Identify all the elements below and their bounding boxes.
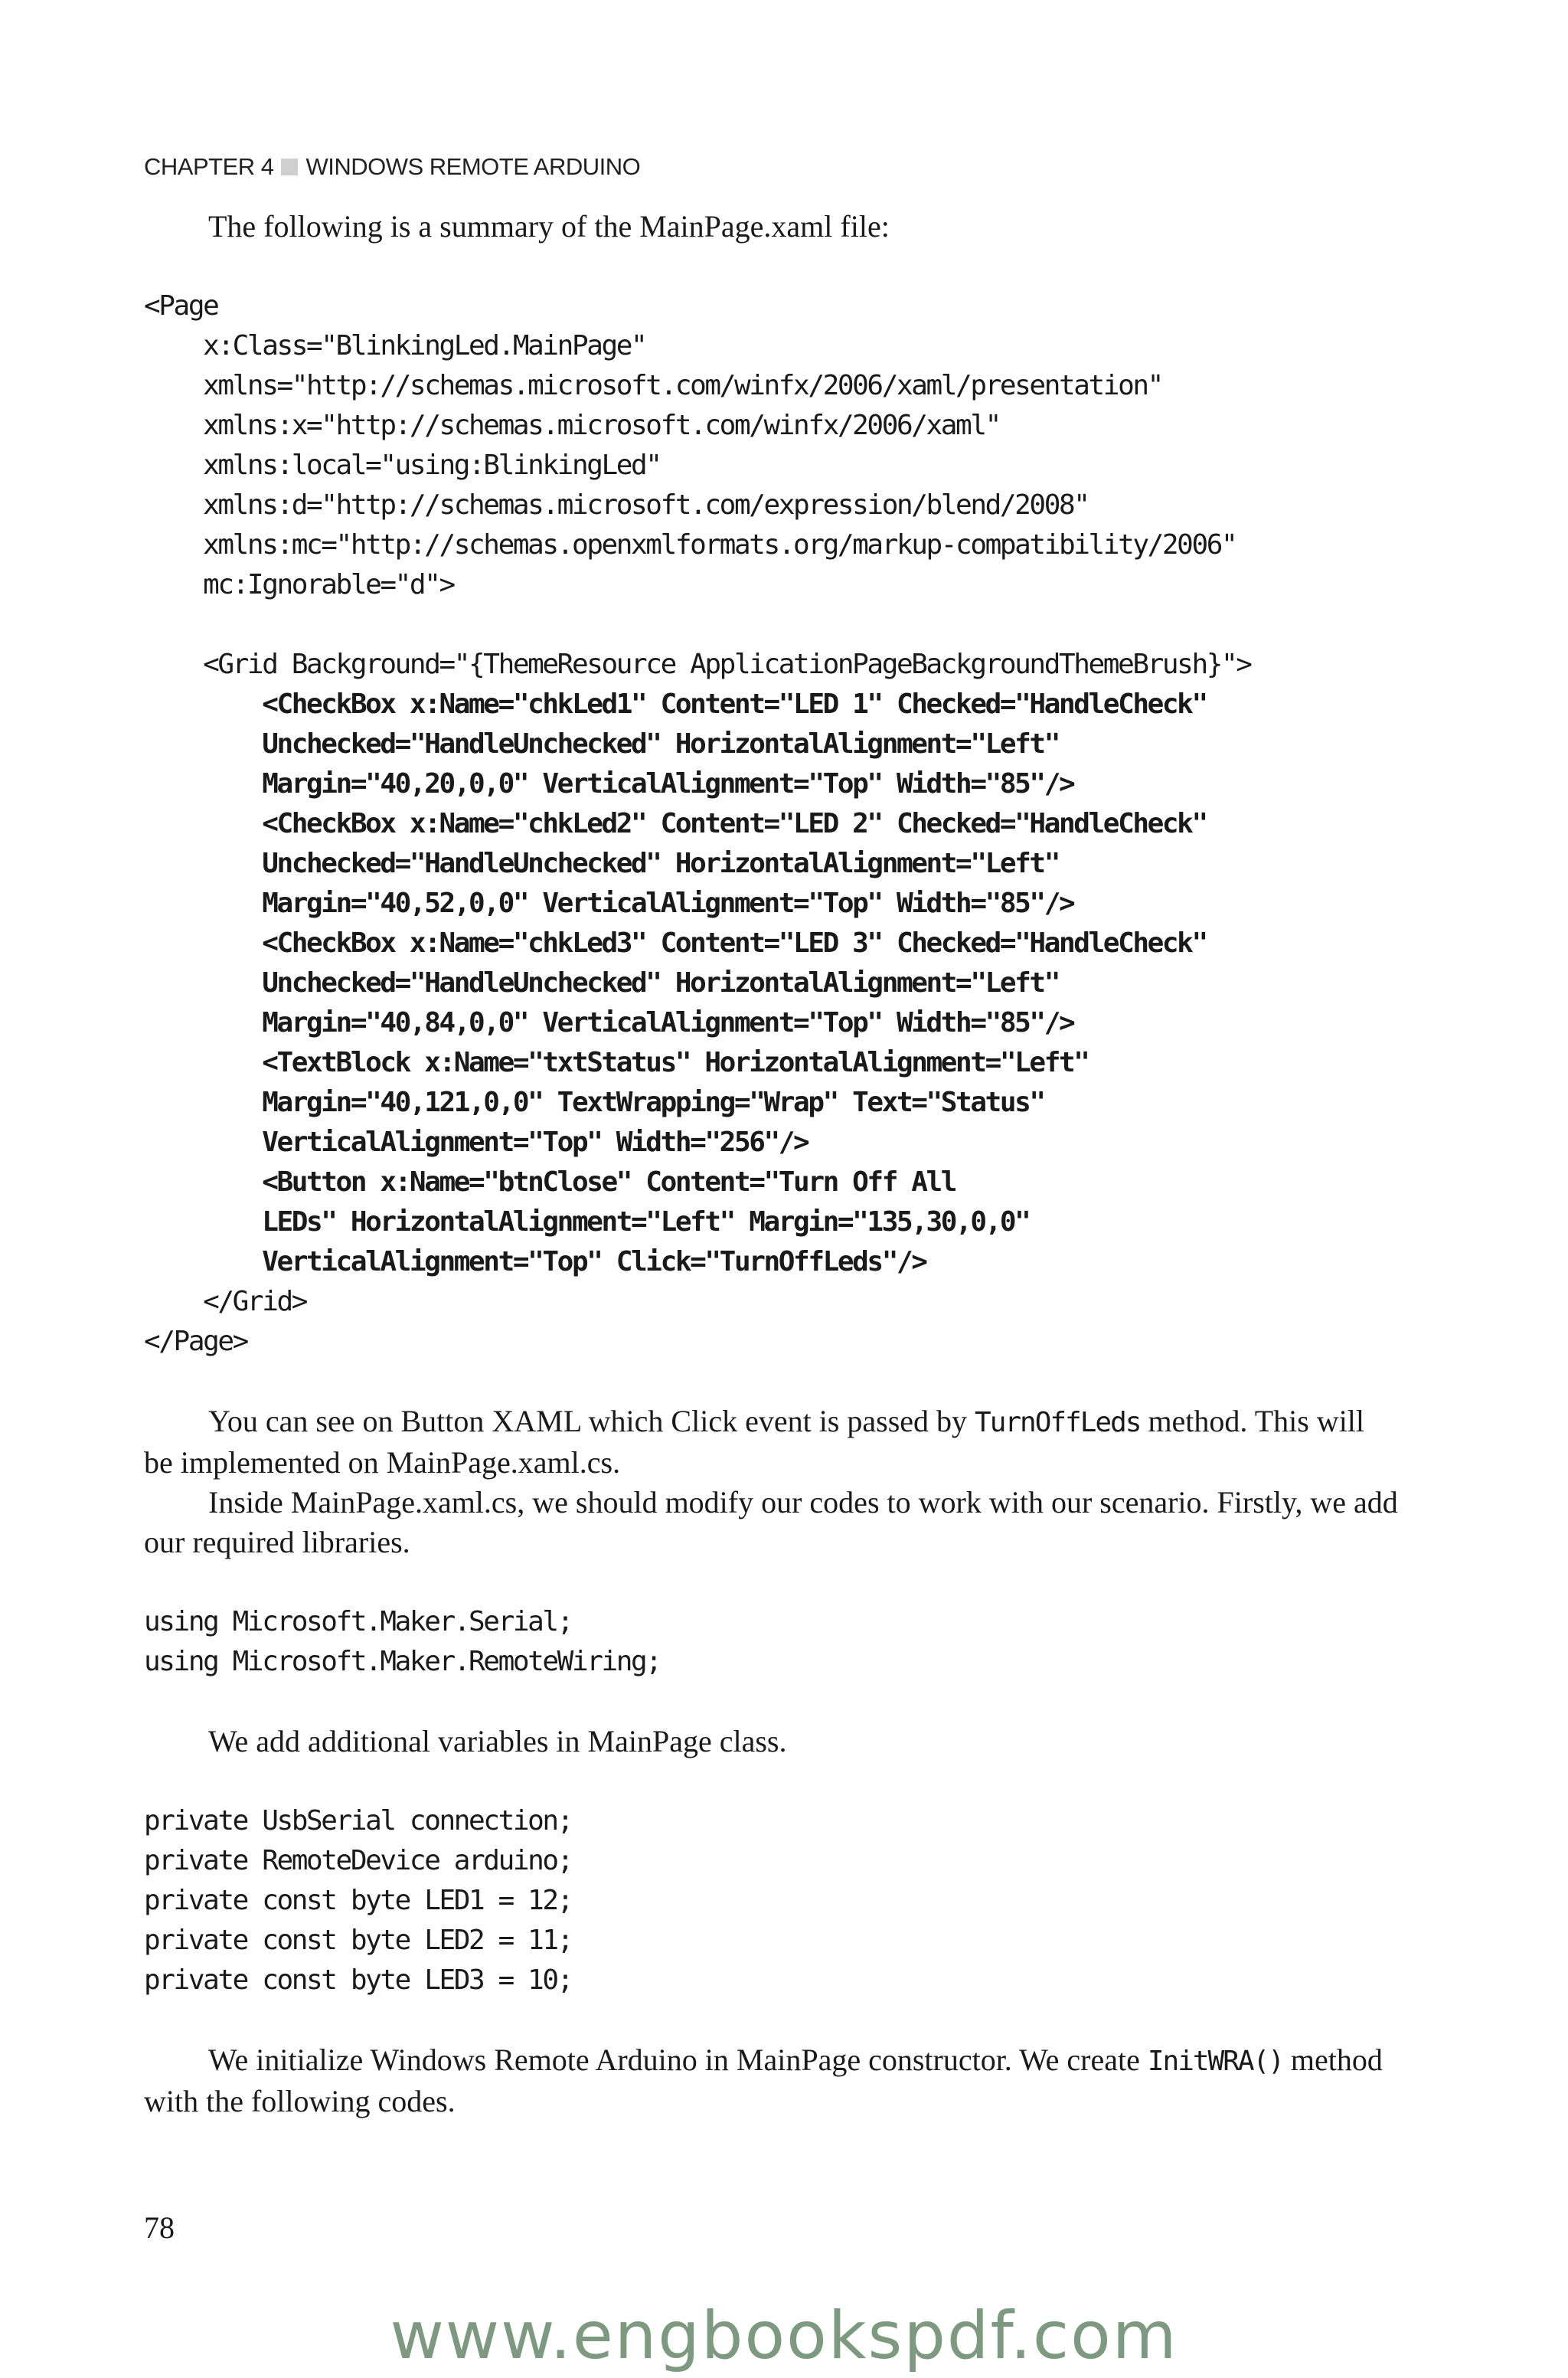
body-paragraph-1: You can see on Button XAML which Click event is passed by TurnOffLeds method. This will be implemented on MainPage.xaml.cs. — [144, 1404, 1365, 1480]
code-line: <Page — [144, 290, 218, 322]
code-line: private RemoteDevice arduino; — [144, 1845, 572, 1876]
code-line: using Microsoft.Maker.Serial; — [144, 1606, 572, 1637]
code-line-bold: Unchecked="HandleUnchecked" HorizontalAlignment="Left" — [144, 728, 1059, 760]
code-line: private const byte LED1 = 12; — [144, 1885, 572, 1916]
code-line-bold: VerticalAlignment="Top" Width="256"/> — [144, 1127, 808, 1158]
separator-square-icon — [281, 159, 298, 175]
body-paragraph-4: We initialize Windows Remote Arduino in MainPage constructor. We create InitWRA() method with the following codes. — [144, 2043, 1383, 2118]
code-line: <Grid Background="{ThemeResource ApplicationPageBackgroundThemeBrush}"> — [144, 649, 1251, 680]
xaml-code-block — [144, 286, 1400, 1362]
code-line: private const byte LED2 = 11; — [144, 1925, 572, 1956]
code-line: private UsbSerial connection; — [144, 1805, 572, 1837]
code-line: xmlns:local="using:BlinkingLed" — [144, 450, 661, 481]
code-line: x:Class="BlinkingLed.MainPage" — [144, 330, 646, 361]
code-line: </Page> — [144, 1326, 247, 1357]
chapter-title: WINDOWS REMOTE ARDUINO — [305, 153, 641, 180]
code-line-bold: <CheckBox x:Name="chkLed2" Content="LED 2" Checked="HandleCheck" — [144, 808, 1207, 839]
body-paragraph-2: Inside MainPage.xaml.cs, we should modify our codes to work with our scenario. Firstly, we add our required libraries. — [144, 1485, 1398, 1559]
code-line-bold: <CheckBox x:Name="chkLed1" Content="LED 1" Checked="HandleCheck" — [144, 689, 1207, 720]
code-line: </Grid> — [144, 1286, 307, 1317]
code-line: mc:Ignorable="d"> — [144, 569, 454, 600]
inline-code: TurnOffLeds — [975, 1407, 1141, 1438]
inline-code: InitWRA() — [1147, 2046, 1283, 2077]
code-line: xmlns="http://schemas.microsoft.com/winfx/2006/xaml/presentation" — [144, 370, 1162, 401]
body-paragraph-3: We add additional variables in MainPage class. — [208, 1724, 787, 1758]
chapter-label: CHAPTER 4 — [144, 153, 274, 180]
code-line-bold: Unchecked="HandleUnchecked" HorizontalAlignment="Left" — [144, 848, 1059, 879]
code-line-bold: <Button x:Name="btnClose" Content="Turn Off All — [144, 1166, 956, 1198]
code-line-bold: LEDs" HorizontalAlignment="Left" Margin="135,30,0,0" — [144, 1206, 1030, 1238]
code-line: xmlns:mc="http://schemas.openxmlformats.org/markup-compatibility/2006" — [144, 529, 1236, 561]
code-line-bold: Margin="40,52,0,0" VerticalAlignment="Top" Width="85"/> — [144, 888, 1074, 919]
running-header — [144, 153, 1400, 181]
code-line-bold: VerticalAlignment="Top" Click="TurnOffLeds"/> — [144, 1246, 926, 1277]
code-line: xmlns:x="http://schemas.microsoft.com/winfx/2006/xaml" — [144, 410, 1000, 441]
variables-code-block — [144, 1801, 1400, 2000]
book-page — [144, 153, 1400, 2121]
code-line-blank — [144, 605, 1400, 645]
intro-paragraph: The following is a summary of the MainPage.xaml file: — [208, 209, 890, 244]
code-line-bold: Margin="40,84,0,0" VerticalAlignment="Top" Width="85"/> — [144, 1007, 1074, 1039]
code-line: using Microsoft.Maker.RemoteWiring; — [144, 1646, 661, 1677]
page-number: 78 — [144, 2210, 175, 2245]
code-line: xmlns:d="http://schemas.microsoft.com/expression/blend/2008" — [144, 489, 1089, 521]
watermark-text: www.engbookspdf.com — [390, 2298, 1178, 2374]
code-line-bold: <CheckBox x:Name="chkLed3" Content="LED 3" Checked="HandleCheck" — [144, 927, 1207, 959]
code-line-bold: Margin="40,20,0,0" VerticalAlignment="Top" Width="85"/> — [144, 768, 1074, 800]
using-code-block — [144, 1602, 1400, 1682]
code-line: private const byte LED3 = 10; — [144, 1964, 572, 1996]
code-line-bold: Margin="40,121,0,0" TextWrapping="Wrap" Text="Status" — [144, 1087, 1044, 1118]
code-line-bold: Unchecked="HandleUnchecked" HorizontalAlignment="Left" — [144, 967, 1059, 999]
code-line-bold: <TextBlock x:Name="txtStatus" HorizontalAlignment="Left" — [144, 1047, 1089, 1078]
